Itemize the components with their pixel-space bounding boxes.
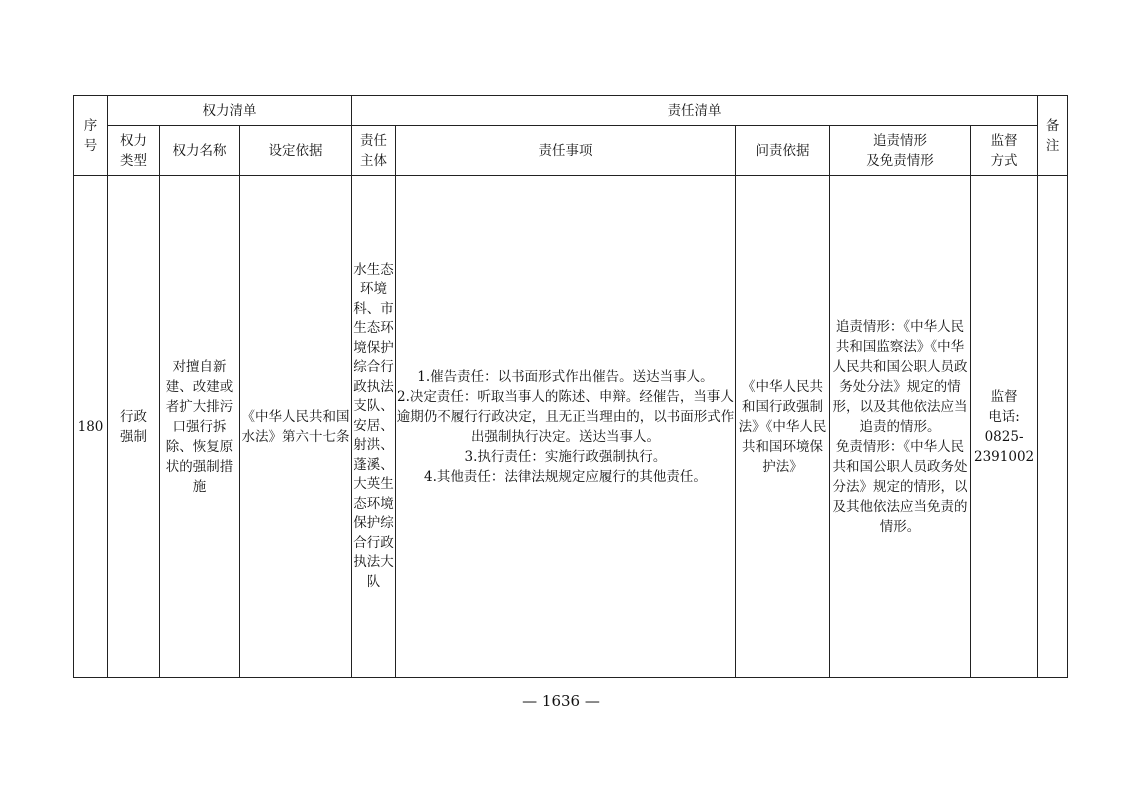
header-seq: 序 号 xyxy=(74,96,108,176)
header-pursuit: 追责情形 及免责情形 xyxy=(830,126,971,176)
cell-basis: 《中华人民共和国水法》第六十七条 xyxy=(240,176,352,678)
cell-supervision: 监督 电话: 0825- 2391002 xyxy=(971,176,1038,678)
cell-remarks xyxy=(1038,176,1068,678)
matter-item: 4.其他责任：法律法规规定应履行的其他责任。 xyxy=(424,468,707,485)
header-accountability-basis: 问责依据 xyxy=(736,126,830,176)
matter-item: 3.执行责任：实施行政强制执行。 xyxy=(464,448,667,465)
header-basis: 设定依据 xyxy=(240,126,352,176)
page-number: — 1636 — xyxy=(522,692,600,710)
cell-power-type: 行政 强制 xyxy=(108,176,160,678)
matter-item: 1.催告责任：以书面形式作出催告。送达当事人。 xyxy=(417,368,714,385)
header-responsibility-list: 责任清单 xyxy=(352,96,1038,126)
cell-power-name: 对擅自新建、改建或者扩大排污口强行拆除、恢复原状的强制措施 xyxy=(160,176,240,678)
header-power-list: 权力清单 xyxy=(108,96,352,126)
cell-matters xyxy=(396,176,736,678)
cell-accountability-basis: 《中华人民共和国行政强制法》《中华人民共和国环境保护法》 xyxy=(736,176,830,678)
header-supervision: 监督 方式 xyxy=(971,126,1038,176)
cell-seq: 180 xyxy=(74,176,108,678)
header-power-type: 权力 类型 xyxy=(108,126,160,176)
cell-pursuit: 追责情形：《中华人民共和国监察法》《中华人民共和国公职人员政务处分法》规定的情形，以及其他依法应当追责的情形。 免责情形：《中华人民共和国公职人员政务处分法》规定的情形，以及其他依法应当免责的情形。 xyxy=(830,176,971,678)
header-matters: 责任事项 xyxy=(396,126,736,176)
cell-subject: 水生态 环境 科、市 生态环 境保护 综合行 政执法 支队、 安居、 射洪、 蓬溪、 大英生 态环境 保护综 合行政 执法大 队 xyxy=(352,176,396,678)
header-subject: 责任 主体 xyxy=(352,126,396,176)
matter-item: 2.决定责任：听取当事人的陈述、申辩。经催告，当事人逾期仍不履行行政决定，且无正当理由的，以书面形式作出强制执行决定。送达当事人。 xyxy=(396,388,735,445)
table-row xyxy=(74,176,1068,678)
header-remarks: 备 注 xyxy=(1038,96,1068,176)
power-responsibility-table xyxy=(73,95,1068,678)
header-power-name: 权力名称 xyxy=(160,126,240,176)
